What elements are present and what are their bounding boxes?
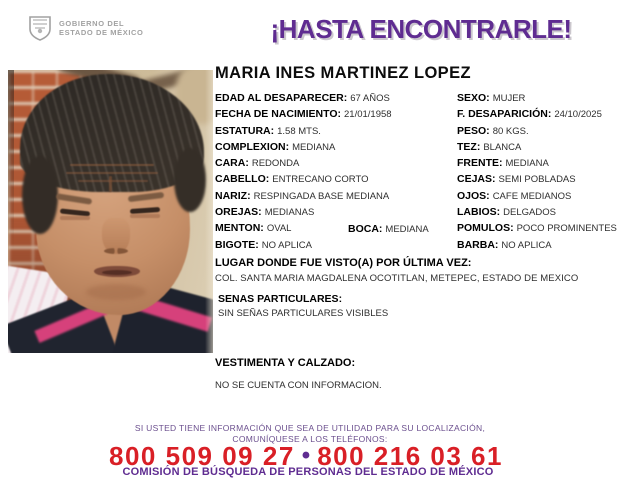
section-value: NO SE CUENTA CON INFORMACION. [215,380,382,391]
field-label: BIGOTE: [215,238,259,251]
photo-nostrils [104,248,128,254]
person-name: MARIA INES MARTINEZ LOPEZ [215,64,471,82]
field-value: 80 KGS. [492,125,529,137]
field-label: SEXO: [457,92,490,104]
section-value: SIN SEÑAS PARTICULARES VISIBLES [218,308,389,319]
photo-hair-side [22,156,58,234]
field-value: CAFE MEDIANOS [492,190,572,202]
field-label: BOCA: [348,222,383,235]
field-row [215,203,455,219]
phone-number-1: 800 509 09 27 [109,441,295,471]
field-value: RESPINGADA BASE MEDIANA [253,190,390,202]
section-label: SENAS PARTICULARES: [218,293,343,305]
photo-edge-shade [8,70,14,250]
gobierno-edomex-logo [27,15,143,41]
missing-person-photo [8,70,213,353]
section-label: VESTIMENTA Y CALZADO: [215,357,356,369]
field-row [215,170,455,186]
field-row [457,122,639,138]
field-value: SEMI POBLADAS [498,174,576,186]
field-value: 1.58 MTS. [277,125,321,137]
field-row [457,138,639,154]
field-row [457,89,639,105]
photo-edge-light [205,70,213,353]
field-label: FRENTE: [457,157,503,170]
field-value: NO APLICA [501,239,552,251]
field-value: ENTRECANO CORTO [272,174,369,186]
field-row [457,236,639,252]
field-row [215,122,455,138]
section-senas-particulares [218,289,638,319]
field-value: POCO PROMINENTES [516,223,617,235]
field-row [457,203,639,219]
photo-mouth-inner [102,270,132,275]
field-value: MEDIANAS [264,207,315,219]
field-label: MENTON: [215,222,264,235]
field-label: CEJAS: [457,173,496,186]
section-value: COL. SANTA MARIA MAGDALENA OCOTITLAN, METEPEC, ESTADO DE MEXICO [215,273,579,284]
field-value: MUJER [492,93,526,104]
field-row [215,154,455,170]
field-row [215,89,455,105]
field-label: PESO: [457,124,490,137]
field-label: OREJAS: [215,206,262,219]
field-value: MEDIANA [385,223,429,235]
footer-info-line1: SI USTED TIENE INFORMACIÓN QUE SEA DE UTILIDAD PARA SU LOCALIZACIÓN, [134,423,486,433]
poster-title: ¡HASTA ENCONTRARLE! [270,14,572,44]
field-label: EDAD AL DESAPARECER: [215,92,348,104]
field-row [215,236,455,252]
field-row [457,105,639,121]
field-label: CABELLO: [215,173,270,186]
logo-line1: GOBIERNO DEL [59,19,125,28]
field-label: BARBA: [457,238,499,251]
photo-frown-line [109,176,112,192]
field-value: MEDIANA [505,158,549,170]
photo-chin-shadow [86,284,146,300]
field-label: POMULOS: [457,222,514,235]
field-label: ESTATURA: [215,124,275,137]
photo-eyelid [130,214,160,218]
field-row [215,187,455,203]
field-value: REDONDA [251,158,300,170]
field-label: CARA: [215,157,249,170]
field-row [457,219,639,235]
field-value: BLANCA [483,141,522,153]
photo-eyelid [60,216,90,220]
field-row-boca [348,220,429,236]
field-row [457,187,639,203]
field-label: NARIZ: [215,189,251,202]
photo-forehead-wrinkle [78,180,148,182]
photo-forehead-wrinkle [66,172,158,174]
field-label: F. DESAPARICIÓN: [457,108,552,121]
coat-of-arms-icon [27,15,53,41]
field-label: FECHA DE NACIMIENTO: [215,108,341,121]
organization-name: COMISIÓN DE BÚSQUEDA DE PERSONAS DEL ESTADO DE MÉXICO [122,466,494,478]
field-value: 24/10/2025 [554,109,602,121]
footer-info-line2: COMUNÍQUESE A LOS TELÉFONOS: [232,433,388,444]
logo-line2: ESTADO DE MÉXICO [59,28,144,37]
field-value: NO APLICA [261,239,312,251]
bullet-separator-icon: • [301,442,311,469]
field-value: OVAL [266,223,292,235]
phone-number-2: 800 216 03 61 [317,441,503,471]
section-label: LUGAR DONDE FUE VISTO(A) POR ÚLTIMA VEZ: [215,257,472,269]
photo-forehead-wrinkle [70,164,154,166]
field-label: LABIOS: [457,206,501,219]
fields-right-column [457,89,639,252]
field-value: 21/01/1958 [344,109,392,121]
field-label: OJOS: [457,189,490,202]
logo-text [59,19,143,37]
field-label: TEZ: [457,140,481,153]
field-value: MEDIANA [292,141,336,153]
section-vestimenta [215,353,635,391]
field-label: COMPLEXION: [215,140,290,153]
field-value: 67 AÑOS [350,93,390,104]
photo-hair-side [174,148,206,212]
field-row [215,138,455,154]
field-row [457,154,639,170]
field-row [457,170,639,186]
field-row [215,105,455,121]
section-last-seen [215,253,635,284]
field-value: DELGADOS [503,207,556,219]
